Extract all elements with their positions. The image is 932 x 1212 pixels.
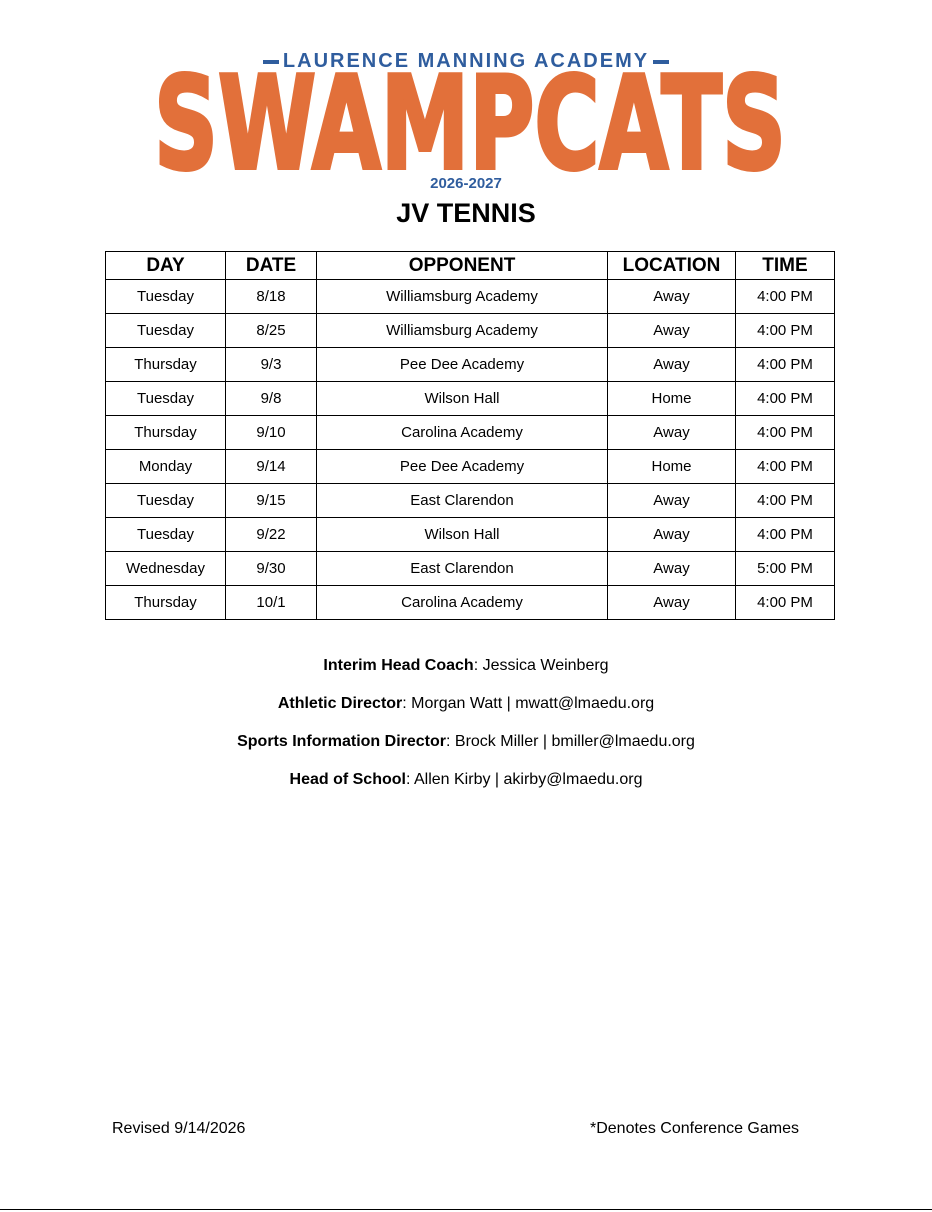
contact-separator: : <box>405 771 414 788</box>
sport-title: JV TENNIS <box>396 198 536 228</box>
bottom-rule <box>0 1209 932 1210</box>
cell-day: Thursday <box>106 416 226 450</box>
cell-date: 9/14 <box>226 450 317 484</box>
cell-date: 10/1 <box>226 586 317 620</box>
contact-role: Sports Information Director <box>237 733 446 750</box>
logo-word: SWAMPCATS <box>154 52 786 178</box>
cell-day: Thursday <box>106 586 226 620</box>
cell-time: 4:00 PM <box>736 416 835 450</box>
cell-location: Away <box>608 314 736 348</box>
cell-opponent: Wilson Hall <box>317 382 608 416</box>
table-row <box>106 416 835 450</box>
table-row <box>106 552 835 586</box>
cell-time: 4:00 PM <box>736 280 835 314</box>
cell-day: Tuesday <box>106 484 226 518</box>
cell-location: Away <box>608 348 736 382</box>
cell-location: Away <box>608 552 736 586</box>
col-header-time: TIME <box>736 252 835 280</box>
cell-day: Wednesday <box>106 552 226 586</box>
cell-location: Away <box>608 416 736 450</box>
cell-opponent: Carolina Academy <box>317 416 608 450</box>
contact-separator: : <box>473 657 483 674</box>
table-row <box>106 314 835 348</box>
cell-day: Tuesday <box>106 382 226 416</box>
contact-role: Interim Head Coach <box>323 657 474 674</box>
contact-info: Morgan Watt | mwatt@lmaedu.org <box>411 695 655 712</box>
cell-opponent: Carolina Academy <box>317 586 608 620</box>
cell-opponent: Williamsburg Academy <box>317 314 608 348</box>
cell-date: 9/15 <box>226 484 317 518</box>
cell-time: 4:00 PM <box>736 586 835 620</box>
cell-time: 4:00 PM <box>736 518 835 552</box>
contact-role: Athletic Director <box>277 695 403 712</box>
cell-time: 5:00 PM <box>736 552 835 586</box>
cell-date: 9/8 <box>226 382 317 416</box>
contact-separator: : <box>402 695 412 712</box>
cell-location: Away <box>608 484 736 518</box>
schedule-body <box>106 280 835 620</box>
season-label: 2026-2027 <box>430 175 502 192</box>
cell-location: Away <box>608 518 736 552</box>
cell-date: 8/18 <box>226 280 317 314</box>
cell-opponent: East Clarendon <box>317 552 608 586</box>
contacts-section <box>0 654 932 806</box>
cell-day: Tuesday <box>106 518 226 552</box>
table-row <box>106 348 835 382</box>
conference-note: *Denotes Conference Games <box>590 1120 799 1137</box>
table-row <box>106 280 835 314</box>
cell-location: Home <box>608 450 736 484</box>
cell-opponent: Williamsburg Academy <box>317 280 608 314</box>
school-name: LAURENCE MANNING ACADEMY <box>0 50 932 73</box>
revised-date: Revised 9/14/2026 <box>112 1120 246 1137</box>
cell-time: 4:00 PM <box>736 314 835 348</box>
cell-time: 4:00 PM <box>736 484 835 518</box>
contact-info: Brock Miller | bmiller@lmaedu.org <box>454 733 695 750</box>
cell-day: Monday <box>106 450 226 484</box>
cell-date: 9/3 <box>226 348 317 382</box>
contact-line <box>0 654 932 692</box>
table-row <box>106 586 835 620</box>
cell-opponent: Pee Dee Academy <box>317 348 608 382</box>
cell-date: 9/30 <box>226 552 317 586</box>
cell-date: 9/22 <box>226 518 317 552</box>
contact-line <box>0 730 932 768</box>
table-row <box>106 382 835 416</box>
contact-separator: : <box>446 733 455 750</box>
contact-info: Allen Kirby | akirby@lmaedu.org <box>413 771 643 788</box>
table-header-row <box>106 252 835 280</box>
cell-day: Thursday <box>106 348 226 382</box>
cell-day: Tuesday <box>106 314 226 348</box>
contact-role: Head of School <box>289 771 406 788</box>
cell-day: Tuesday <box>106 280 226 314</box>
cell-location: Away <box>608 280 736 314</box>
cell-opponent: East Clarendon <box>317 484 608 518</box>
cell-time: 4:00 PM <box>736 348 835 382</box>
table-row <box>106 484 835 518</box>
cell-time: 4:00 PM <box>736 450 835 484</box>
schedule-table <box>105 251 835 620</box>
contact-info: Jessica Weinberg <box>482 657 609 674</box>
contact-line <box>0 692 932 730</box>
table-row <box>106 518 835 552</box>
cell-time: 4:00 PM <box>736 382 835 416</box>
cell-opponent: Pee Dee Academy <box>317 450 608 484</box>
cell-date: 9/10 <box>226 416 317 450</box>
contact-line <box>0 768 932 806</box>
col-header-opponent: OPPONENT <box>317 252 608 280</box>
cell-location: Home <box>608 382 736 416</box>
cell-location: Away <box>608 586 736 620</box>
col-header-date: DATE <box>226 252 317 280</box>
col-header-day: DAY <box>106 252 226 280</box>
cell-date: 8/25 <box>226 314 317 348</box>
table-row <box>106 450 835 484</box>
swampcats-logo <box>150 52 790 178</box>
col-header-location: LOCATION <box>608 252 736 280</box>
cell-opponent: Wilson Hall <box>317 518 608 552</box>
